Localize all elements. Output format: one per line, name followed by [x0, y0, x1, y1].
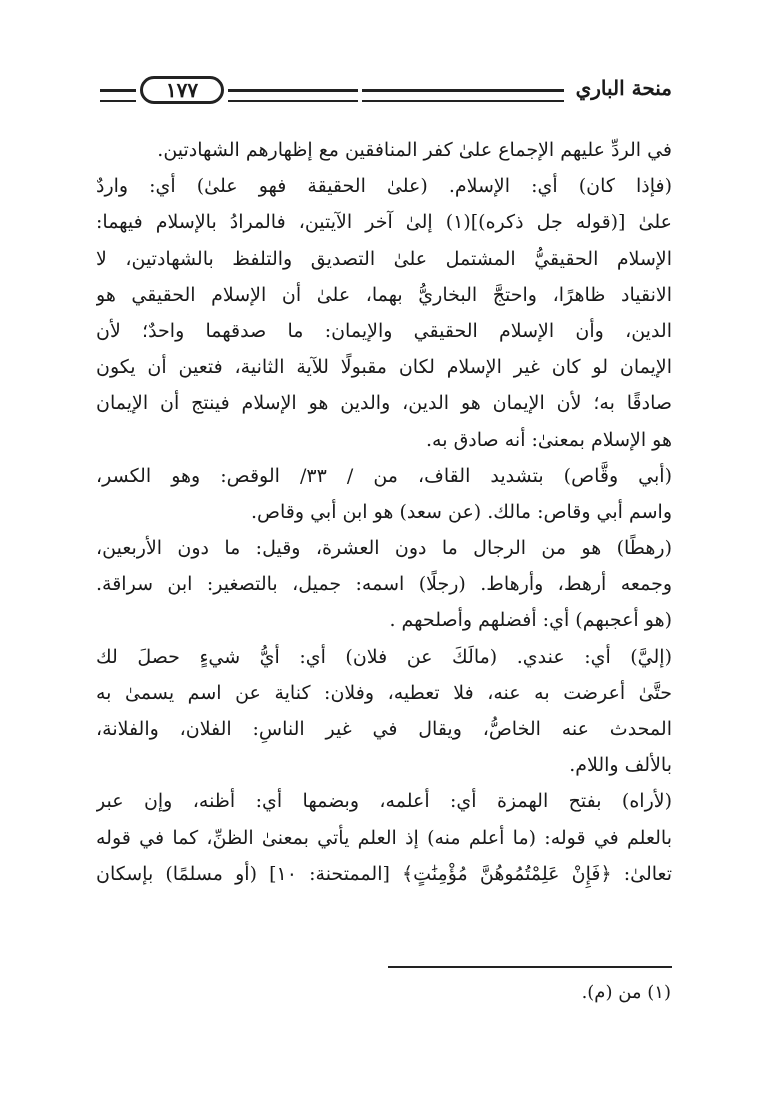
header-rule-right	[362, 89, 564, 102]
text-line: (إليَّ) أي: عندي. (مالَكَ عن فلان) أي: أيُّ شيءٍ حصلَ لك	[96, 645, 672, 668]
text-line: تعالىٰ: ﴿فَإِنْ عَلِمْتُمُوهُنَّ مُؤْمِنَٰتٍ﴾ [الممتحنة: ١٠] (أو مسلمًا) بإسكان	[96, 862, 672, 885]
text-line: (لأراه) بفتح الهمزة أي: أعلمه، وبضمها أي: أظنه، وإن عبر	[96, 790, 672, 813]
page-header	[100, 72, 672, 112]
text-line: الانقياد ظاهرًا، واحتجَّ البخاريُّ بهما، علىٰ أن الإسلام الحقيقي هو	[96, 283, 672, 306]
header-rule-left	[100, 89, 136, 102]
text-line: (فإذا كان) أي: الإسلام. (علىٰ الحقيقة فهو علىٰ) أي: واردٌ	[96, 175, 672, 198]
text-line: بالألف واللام.	[569, 754, 672, 777]
footnote: (١) من (م).	[581, 982, 671, 1003]
text-line: المحدث عنه الخاصُّ، ويقال في غير الناسِ: الفلان، والفلانة،	[96, 718, 672, 740]
text-line: (هو أعجبهم) أي: أفضلهم وأصلحهم .	[389, 609, 672, 632]
text-line: الإيمان لو كان غير الإسلام لكان مقبولًا للآية الثانية، فتعين أن يكون	[96, 356, 672, 379]
header-rule-middle	[228, 89, 358, 102]
text-line: صادقًا به؛ لأن الإيمان هو الدين، والدين هو الإسلام فينتج أن الإيمان	[96, 392, 672, 415]
text-line: الإسلام الحقيقيُّ المشتمل علىٰ التصديق والتلفظ بالشهادتين، لا	[96, 247, 672, 270]
text-line: في الردِّ عليهم الإجماع علىٰ كفر المنافقين مع إظهارهم الشهادتين.	[157, 139, 672, 161]
text-line: علىٰ [(قوله جل ذكره)](١) إلىٰ آخر الآيتين، فالمرادُ بالإسلام فيهما:	[96, 211, 672, 234]
text-line: (أبي وقَّاص) بتشديد القاف، من / ٣٣/ الوقص: وهو الكسر،	[96, 464, 672, 487]
text-line: واسم أبي وقاص: مالك. (عن سعد) هو ابن أبي وقاص.	[250, 500, 672, 523]
text-line: وجمعه أرهط، وأرهاط. (رجلًا) اسمه: جميل، بالتصغير: ابن سراقة.	[96, 573, 672, 596]
page-number-badge: ١٧٧	[140, 76, 224, 104]
text-line: هو الإسلام بمعنىٰ: أنه صادق به.	[426, 428, 672, 451]
body-text	[96, 132, 672, 892]
text-line: (رهطًا) هو من الرجال ما دون العشرة، وقيل: ما دون الأربعين،	[96, 537, 672, 560]
text-line: بالعلم في قوله: (ما أعلم منه) إذ العلم يأتي بمعنىٰ الظنِّ، كما في قوله	[96, 826, 672, 849]
text-line: حتَّىٰ أعرضت به عنه، فلا تعطيه، وفلان: كناية عن اسم يسمىٰ به	[96, 681, 672, 704]
running-title: منحة الباري	[575, 76, 672, 100]
footnote-separator	[388, 966, 672, 968]
text-line: الدين، وأن الإسلام الحقيقي والإيمان: ما صدقهما واحدٌ؛ لأن	[96, 319, 672, 342]
